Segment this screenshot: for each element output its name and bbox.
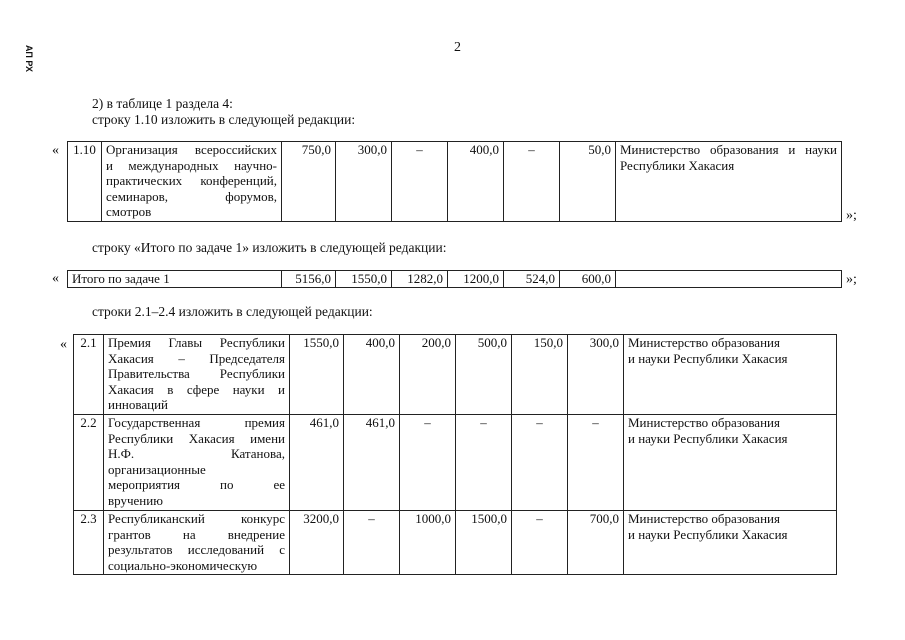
rows21-heading: строки 2.1–2.4 изложить в следующей редакции:	[92, 304, 373, 319]
row-number: 2.2	[74, 415, 104, 511]
rows21-table	[73, 334, 837, 575]
value-cell: –	[456, 415, 512, 511]
ministry-cell: Министерство образования и науки Республики Хакасия	[624, 335, 837, 415]
close-quote: »;	[846, 272, 857, 287]
value-cell: 3200,0	[290, 511, 344, 575]
row-110-table	[67, 141, 842, 222]
value-cell: 400,0	[344, 335, 400, 415]
total-table	[67, 270, 842, 288]
row-number: 2.3	[74, 511, 104, 575]
value-cell: 461,0	[344, 415, 400, 511]
ministry-cell: Министерство образования и науки Республики Хакасия	[624, 415, 837, 511]
value-cell: 500,0	[456, 335, 512, 415]
value-cell: 1550,0	[336, 271, 392, 288]
table-row	[74, 415, 837, 511]
value-cell: 5156,0	[282, 271, 336, 288]
value-cell: 700,0	[568, 511, 624, 575]
value-cell: 600,0	[560, 271, 616, 288]
intro-line-2: строку 1.10 изложить в следующей редакции:	[92, 112, 356, 127]
table-row	[74, 335, 837, 415]
value-cell: –	[344, 511, 400, 575]
open-quote: «	[52, 143, 59, 158]
page-number: 2	[454, 40, 461, 55]
ministry-cell: Министерство образования и науки Республики Хакасия	[616, 142, 842, 222]
ministry-cell: Министерство образования и науки Республики Хакасия	[624, 511, 837, 575]
intro-line-1: 2) в таблице 1 раздела 4:	[92, 96, 233, 111]
open-quote: «	[60, 337, 67, 352]
value-cell: 461,0	[290, 415, 344, 511]
value-cell: –	[568, 415, 624, 511]
activity-name: Республиканский конкурс грантов на внедрение результатов исследований с социально-экономическую	[104, 511, 290, 575]
total-heading: строку «Итого по задаче 1» изложить в следующей редакции:	[92, 240, 447, 255]
value-cell: 300,0	[568, 335, 624, 415]
activity-name: Премия Главы Республики Хакасия – Председателя Правительства Республики Хакасия в сфере науки и инноваций	[104, 335, 290, 415]
value-cell: 400,0	[448, 142, 504, 222]
open-quote: «	[52, 271, 59, 286]
row-number: 2.1	[74, 335, 104, 415]
value-cell: 1000,0	[400, 511, 456, 575]
archive-side-mark: АП РХ	[24, 45, 34, 73]
activity-name: Организация всероссийских и международных научно- практических конференций, семинаров, форумов, смотров	[102, 142, 282, 222]
value-cell: –	[504, 142, 560, 222]
total-label: Итого по задаче 1	[68, 271, 282, 288]
value-cell: –	[512, 415, 568, 511]
value-cell: 1200,0	[448, 271, 504, 288]
ministry-cell	[616, 271, 842, 288]
table-row	[74, 511, 837, 575]
value-cell: –	[392, 142, 448, 222]
close-quote: »;	[846, 208, 857, 223]
activity-name: Государственная премия Республики Хакасия имени Н.Ф. Катанова, организационные мероприятия по ее вручению	[104, 415, 290, 511]
value-cell: –	[512, 511, 568, 575]
value-cell: 300,0	[336, 142, 392, 222]
value-cell: –	[400, 415, 456, 511]
value-cell: 1550,0	[290, 335, 344, 415]
value-cell: 1282,0	[392, 271, 448, 288]
row-number: 1.10	[68, 142, 102, 222]
value-cell: 750,0	[282, 142, 336, 222]
value-cell: 524,0	[504, 271, 560, 288]
value-cell: 200,0	[400, 335, 456, 415]
value-cell: 150,0	[512, 335, 568, 415]
value-cell: 50,0	[560, 142, 616, 222]
value-cell: 1500,0	[456, 511, 512, 575]
